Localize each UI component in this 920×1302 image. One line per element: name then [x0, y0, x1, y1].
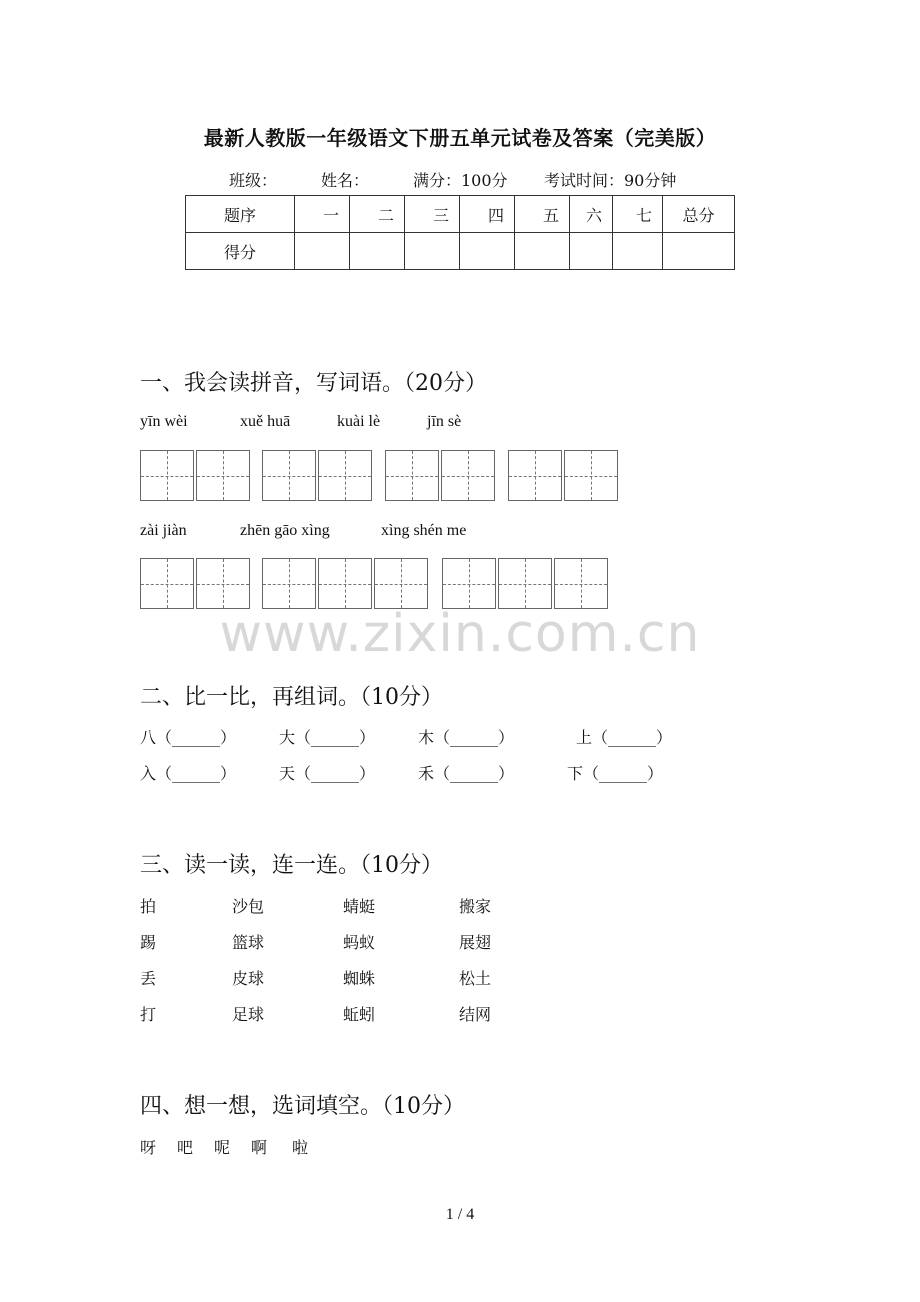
compare-word-item[interactable]: 八（______） [140, 728, 237, 747]
match-word[interactable]: 蜘蛛 [343, 969, 376, 988]
writing-grid-cell[interactable] [385, 450, 439, 501]
score-cell[interactable] [295, 233, 350, 270]
full-score-label: 满分：100分 [413, 171, 508, 190]
writing-grid-cell[interactable] [140, 558, 194, 609]
compare-word-item[interactable]: 天（______） [279, 764, 376, 783]
table-header-cell: 三 [405, 196, 460, 233]
section-4-heading: 四、想一想，选词填空。（10分） [140, 1094, 465, 1119]
score-cell[interactable] [515, 233, 570, 270]
match-word[interactable]: 搬家 [459, 897, 492, 916]
writing-grid-cell[interactable] [374, 558, 428, 609]
writing-grid-cell[interactable] [564, 450, 618, 501]
writing-grid-cell[interactable] [318, 450, 372, 501]
page-title: 最新人教版一年级语文下册五单元试卷及答案（完美版） [203, 126, 717, 150]
table-header-cell: 四 [460, 196, 515, 233]
table-header-cell: 一 [295, 196, 350, 233]
table-header-cell: 七 [613, 196, 663, 233]
match-word[interactable]: 结网 [459, 1005, 492, 1024]
writing-grid-cell[interactable] [441, 450, 495, 501]
section-1-heading: 一、我会读拼音，写词语。（20分） [140, 371, 487, 396]
score-cell[interactable] [405, 233, 460, 270]
choice-word: 啊 [251, 1138, 268, 1157]
writing-grid-group [262, 450, 372, 503]
pinyin-label: yīn wèi [140, 413, 188, 430]
match-word[interactable]: 蚯蚓 [343, 1005, 376, 1024]
score-cell[interactable] [613, 233, 663, 270]
match-word[interactable]: 蚂蚁 [343, 933, 376, 952]
section-3-heading: 三、读一读，连一连。（10分） [140, 853, 443, 878]
writing-grid-cell[interactable] [554, 558, 608, 609]
writing-grid-group [140, 450, 250, 503]
score-cell[interactable] [460, 233, 515, 270]
compare-word-item[interactable]: 禾（______） [418, 764, 515, 783]
pinyin-label: kuài lè [337, 413, 381, 430]
compare-word-item[interactable]: 下（______） [567, 764, 664, 783]
table-header-cell: 六 [570, 196, 613, 233]
writing-grid-cell[interactable] [196, 558, 250, 609]
writing-grid-cell[interactable] [140, 450, 194, 501]
score-table [185, 195, 735, 270]
match-word[interactable]: 松土 [459, 969, 492, 988]
writing-grid-cell[interactable] [442, 558, 496, 609]
pinyin-label: xìng shén me [381, 522, 467, 539]
section-2-heading: 二、比一比，再组词。（10分） [140, 685, 443, 710]
score-cell[interactable] [350, 233, 405, 270]
writing-grid-cell[interactable] [262, 558, 316, 609]
match-word[interactable]: 拍 [140, 897, 157, 916]
writing-grid-cell[interactable] [196, 450, 250, 501]
writing-grid-group [508, 450, 618, 503]
writing-grid-cell[interactable] [262, 450, 316, 501]
page-number: 1 / 4 [445, 1206, 475, 1223]
table-header-cell: 总分 [663, 196, 735, 233]
writing-grid-cell[interactable] [508, 450, 562, 501]
choice-word: 吧 [177, 1138, 194, 1157]
pinyin-label: xuě huā [240, 413, 291, 430]
table-header-cell: 二 [350, 196, 405, 233]
match-word[interactable]: 皮球 [232, 969, 265, 988]
match-word[interactable]: 打 [140, 1005, 157, 1024]
score-cell[interactable] [570, 233, 613, 270]
writing-grid-cell[interactable] [498, 558, 552, 609]
score-table-header-row [186, 196, 735, 233]
writing-grid-group [385, 450, 495, 503]
watermark: www.zixin.com.cn [219, 604, 701, 664]
pinyin-label: jīn sè [427, 413, 462, 430]
match-word[interactable]: 踢 [140, 933, 157, 952]
match-word[interactable]: 足球 [232, 1005, 265, 1024]
match-word[interactable]: 沙包 [232, 897, 265, 916]
compare-word-item[interactable]: 入（______） [140, 764, 237, 783]
match-word[interactable]: 篮球 [232, 933, 265, 952]
table-row-label: 得分 [186, 233, 295, 270]
match-word[interactable]: 蜻蜓 [343, 897, 376, 916]
table-header-cell: 五 [515, 196, 570, 233]
name-label: 姓名： [321, 171, 370, 190]
score-cell[interactable] [663, 233, 735, 270]
choice-word: 呀 [140, 1138, 157, 1157]
compare-word-item[interactable]: 上（______） [576, 728, 673, 747]
pinyin-label: zhēn gāo xìng [240, 522, 330, 539]
writing-grid-cell[interactable] [318, 558, 372, 609]
table-header-cell: 题序 [186, 196, 295, 233]
class-label: 班级： [229, 171, 278, 190]
match-word[interactable]: 丢 [140, 969, 157, 988]
match-word[interactable]: 展翅 [459, 933, 492, 952]
compare-word-item[interactable]: 大（______） [279, 728, 376, 747]
choice-word: 呢 [214, 1138, 231, 1157]
compare-word-item[interactable]: 木（______） [418, 728, 515, 747]
choice-word: 啦 [292, 1138, 309, 1157]
score-table-score-row [186, 233, 735, 270]
pinyin-label: zài jiàn [140, 522, 187, 539]
exam-time-label: 考试时间：90分钟 [544, 171, 677, 190]
